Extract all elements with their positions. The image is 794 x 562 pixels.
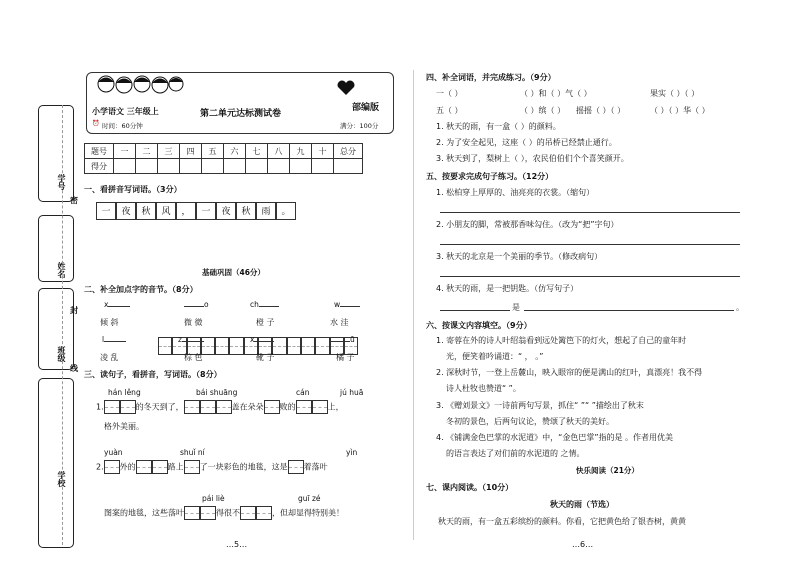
test-title: 第二单元达标测试卷: [200, 109, 282, 119]
children-illustration: [94, 74, 184, 96]
answer-line[interactable]: [440, 276, 740, 277]
q2-py-3: ch: [250, 300, 279, 309]
q3-title: 三、读句子，看拼音，写词语。（8分）: [84, 370, 222, 379]
q4-word-2: （ ）和（ ）气（ ）: [520, 89, 592, 98]
name-label: 姓名: [57, 262, 66, 278]
school-label: 学校: [57, 471, 66, 487]
q5-item-3: 3. 秋天的北京是一个美丽的季节。（修改病句）: [436, 252, 603, 261]
score-table-score-row: [85, 159, 363, 174]
q2-word-7: 靴 子: [256, 353, 275, 362]
q6-line-1: 1. 寄蓉在外的诗人叶绍翁看到远处篱笆下的灯火，想起了自己的童年时: [436, 336, 687, 345]
char-cell: 一: [96, 202, 116, 220]
q2-py-1: x: [104, 300, 130, 309]
q2-word-1: 倾 斜: [100, 318, 119, 327]
score-header-cell: 一: [114, 144, 136, 159]
char-cell: 夜: [216, 202, 236, 220]
score-input-cell[interactable]: [312, 159, 334, 174]
q2-py-4: w: [334, 300, 360, 309]
q4-item-3: 3. 秋天到了，梨树上（ ），农民伯伯们个个喜笑颜开。: [436, 154, 629, 163]
char-cell: ，: [176, 202, 196, 220]
char-cell: 秋: [236, 202, 256, 220]
page-number-right: …6…: [572, 540, 594, 549]
basic-section-label: 基础巩固（46分）: [202, 268, 265, 277]
char-cell: 雨: [256, 202, 276, 220]
q3-pinyin-9: guī zé: [298, 494, 321, 503]
score-header-cell: 四: [180, 144, 202, 159]
q2-word-8: 橘 子: [336, 353, 355, 362]
q5-item-4-fill: 是: [512, 303, 520, 312]
q4-word-6: 摇摇（ ）（ ）: [576, 106, 626, 115]
score-input-cell[interactable]: [158, 159, 180, 174]
binding-strip: [38, 105, 74, 545]
class-label: 班级: [57, 346, 66, 362]
blank-cell[interactable]: [158, 337, 172, 355]
q2-word-3: 橙 子: [256, 318, 275, 327]
q3-pinyin-3: cán: [296, 388, 310, 397]
q3-pinyin-1: hán lěng: [108, 388, 141, 397]
score-input-cell[interactable]: [180, 159, 202, 174]
q4-item-2: 2. 为了安全起见，这座（ ）的吊桥已经禁止通行。: [436, 138, 617, 147]
score-header-cell: 题号: [85, 144, 114, 159]
score-header-cell: 十: [312, 144, 334, 159]
reading-section-label: 快乐阅读（21分）: [576, 466, 639, 475]
seal-char-3: 线: [70, 364, 78, 373]
q4-word-1: 一（ ）: [436, 89, 463, 98]
q1-row-2: [96, 232, 296, 251]
q6-line-4: 诗人杜牧也赞道“ ”。: [446, 384, 521, 393]
seal-char-2: 封: [70, 306, 78, 315]
q6-title: 六、按课文内容填空。（9分）: [426, 321, 532, 330]
q2-py-2: o: [184, 300, 209, 309]
q3-sentence-2: 2. 外的 路上 了一块彩色的地毯，这是 着落叶: [96, 460, 328, 474]
char-cell: 夜: [116, 202, 136, 220]
q7-title: 七、课内阅读。（10分）: [426, 483, 514, 492]
passage-line-1: 秋天的雨，有一盒五彩缤纷的颜料。你看，它把黄色给了银杏树，黄黄: [438, 517, 686, 526]
q3-pinyin-6: shuǐ ní: [180, 448, 205, 457]
q6-line-2: 光，便笑着吟诵道：“ ， 。”: [446, 352, 544, 361]
score-header-cell: 六: [224, 144, 246, 159]
student-id-box: [38, 105, 74, 202]
page-number-left: …5…: [226, 540, 248, 549]
score-input-cell[interactable]: [202, 159, 224, 174]
q4-word-7: （ ）（ ）华（ ）: [650, 106, 710, 115]
char-cell: 。: [276, 202, 296, 220]
q2-title: 二、补全加点字的音节。（8分）: [84, 285, 198, 294]
q2-py-6: z: [178, 335, 204, 344]
blank-cell[interactable]: [287, 337, 301, 355]
q1-title: 一、看拼音写词语。（3分）: [84, 185, 182, 194]
q4-item-1: 1. 秋天的雨，有一盒（ ）的颜料。: [436, 122, 561, 131]
answer-line[interactable]: [524, 310, 734, 311]
q2-word-6: 棕 色: [184, 353, 203, 362]
q3-pinyin-7: yìn: [346, 448, 358, 457]
q3-sentence-1-cont: 格外美丽。: [104, 422, 144, 431]
q2-word-2: 微 微: [184, 318, 203, 327]
q6-line-7: 4. 《铺满金色巴掌的水泥道》中，“金色巴掌”指的是 。作者用优美: [436, 433, 674, 442]
passage-title: 秋天的雨（节选）: [550, 500, 614, 509]
q3-pinyin-2: bái shuāng: [196, 388, 238, 397]
score-header-cell: 三: [158, 144, 180, 159]
q4-word-5: （ ）缤（ ）: [520, 106, 566, 115]
q5-title: 五、按要求完成句子练习。（12分）: [426, 172, 554, 181]
score-header-cell: 总分: [334, 144, 363, 159]
score-table-header-row: [85, 144, 363, 159]
q2-word-4: 水 洼: [330, 318, 349, 327]
score-input-cell[interactable]: [246, 159, 268, 174]
q2-py-5: l: [102, 335, 126, 344]
score-input-cell[interactable]: [224, 159, 246, 174]
score-row-label: 得分: [85, 159, 114, 174]
char-cell: 一: [196, 202, 216, 220]
q4-word-4: 五（ ）: [436, 106, 463, 115]
school-box: [38, 378, 74, 548]
q5-item-4: 4. 秋天的雨，是一把钥匙。（仿写句子）: [436, 284, 579, 293]
q3-pinyin-8: pái liè: [202, 494, 225, 503]
name-box: [38, 215, 74, 282]
q4-title: 四、补全词语，并完成练习。（9分）: [426, 73, 556, 82]
q6-line-5: 3. 《赠刘景文》一诗前两句写景，抓住“ ”“ ”描绘出了秋末: [436, 401, 644, 410]
score-table: [84, 143, 363, 174]
time-label: 时间：60分钟: [102, 122, 143, 130]
answer-line[interactable]: [440, 310, 510, 311]
q3-pinyin-4: jú huā: [340, 388, 364, 397]
score-header-cell: 九: [290, 144, 312, 159]
score-input-cell[interactable]: [114, 159, 136, 174]
blank-cell[interactable]: [229, 337, 243, 355]
q2-py-8: ū: [330, 335, 355, 344]
seal-char-1: 密: [70, 196, 78, 205]
q4-word-3: 果实（ ）（ ）: [650, 89, 700, 98]
heart-icon: [336, 80, 356, 96]
q6-line-6: 冬初的景色，后两句议论，赞颂了秋天的美好。: [446, 417, 614, 426]
answer-line[interactable]: [440, 212, 740, 213]
clock-icon: ⏰: [92, 120, 100, 127]
q3-sentence-3: 图案的地毯，这些落叶 得很不 ，但却显得特别美！: [104, 506, 344, 520]
blank-cell[interactable]: [301, 337, 315, 355]
q3-sentence-1: 1. 的冬天到了， 盖在朵朵 败的 上，: [96, 400, 344, 414]
blank-cell[interactable]: [215, 337, 229, 355]
blank-cell[interactable]: [315, 337, 329, 355]
full-score-label: 满分：100分: [340, 122, 379, 130]
q5-item-1: 1. 松柏穿上厚厚的、油亮亮的衣裳。（缩句）: [436, 188, 595, 197]
score-input-cell[interactable]: [290, 159, 312, 174]
q2-word-5: 凌 乱: [100, 353, 119, 362]
student-id-label: 学号: [57, 174, 66, 190]
score-header-cell: 五: [202, 144, 224, 159]
q2-py-7: x: [250, 335, 274, 344]
score-header-cell: 二: [136, 144, 158, 159]
q1-row-1: [96, 202, 296, 221]
score-input-cell[interactable]: [334, 159, 363, 174]
binding-dashed-line: [62, 105, 63, 545]
score-input-cell[interactable]: [136, 159, 158, 174]
answer-line[interactable]: [440, 244, 740, 245]
char-cell: 秋: [136, 202, 156, 220]
page-divider: [413, 70, 414, 540]
edition-label: 部编版: [352, 103, 380, 113]
char-cell: 风: [156, 202, 176, 220]
subject-label: 小学语文 三年级上: [92, 107, 159, 116]
class-box: [38, 288, 74, 370]
q5-item-4-end: 。: [736, 303, 744, 312]
score-input-cell[interactable]: [268, 159, 290, 174]
score-header-cell: 七: [246, 144, 268, 159]
q3-pinyin-5: yuàn: [104, 448, 123, 457]
q5-item-2: 2. 小朋友的脚，常被那香味勾住。（改为“把”字句）: [436, 220, 619, 229]
q6-line-3: 2. 深秋时节，一登上岳麓山，映入眼帘的便是满山的红叶，真漂亮！我不得: [436, 368, 703, 377]
q6-line-8: 的语言表达了对们前的水泥道的 之情。: [446, 449, 585, 458]
score-header-cell: 八: [268, 144, 290, 159]
